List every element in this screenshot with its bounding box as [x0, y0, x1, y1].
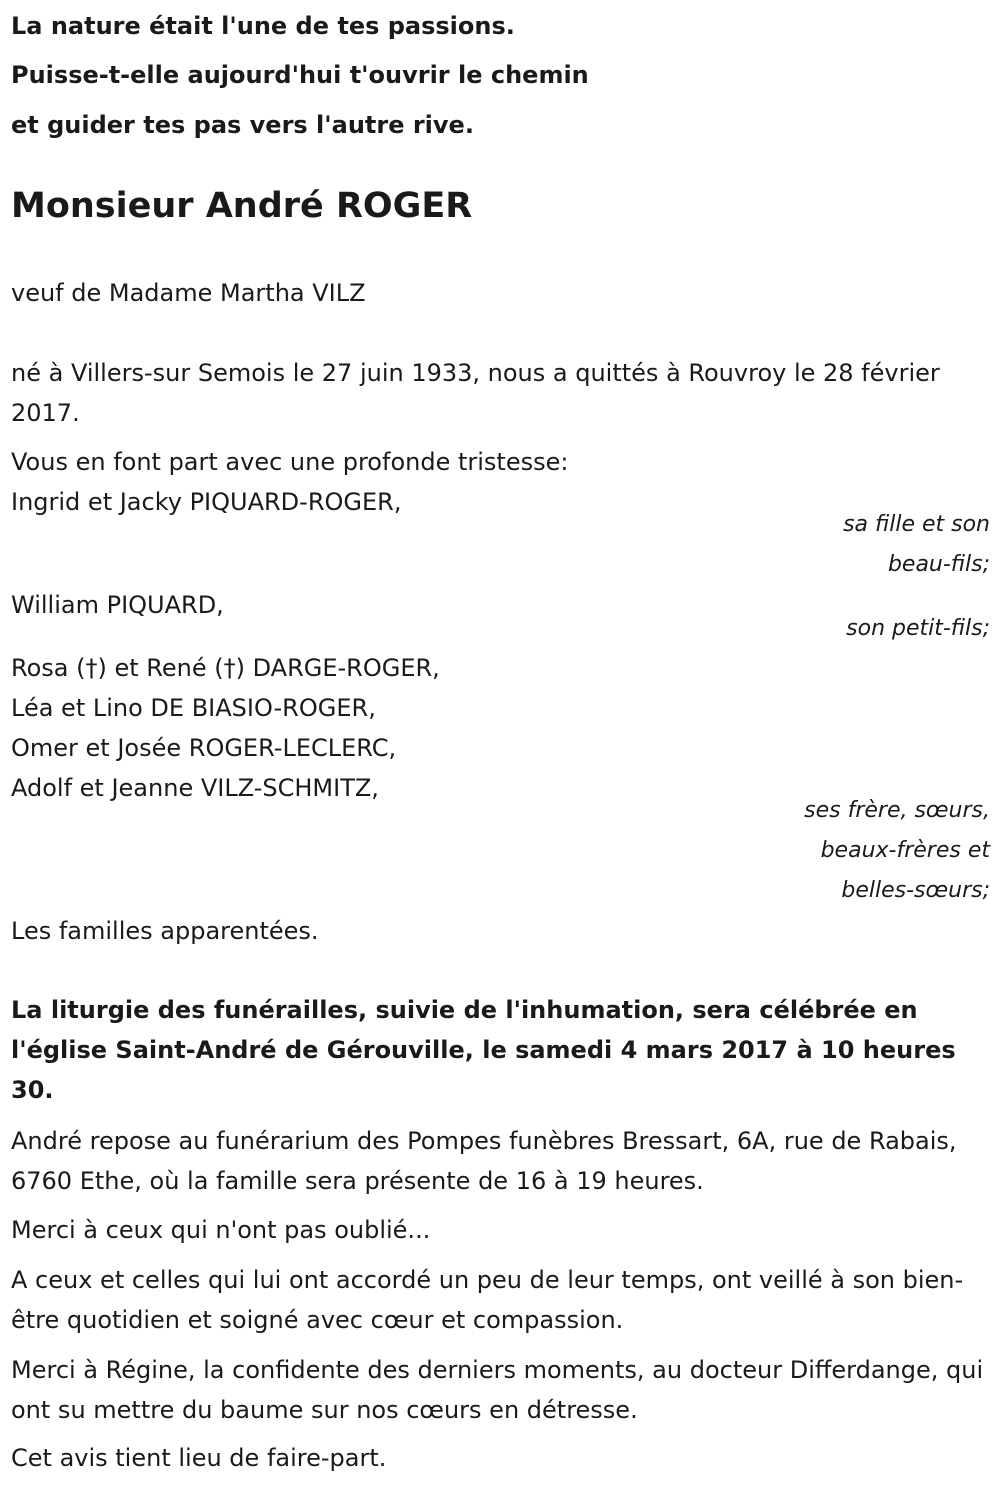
- verse-line-3: et guider tes pas vers l'autre rive.: [11, 111, 474, 139]
- related-families: Les familles apparentées.: [11, 917, 319, 945]
- grandson-relation: [690, 609, 990, 649]
- sibling-names-1: Rosa (†) et René (†) DARGE-ROGER,: [11, 654, 440, 682]
- family-intro: Vous en font part avec une profonde tristesse:: [11, 448, 569, 476]
- sibling-names-4: Adolf et Jeanne VILZ-SCHMITZ,: [11, 774, 379, 802]
- daughter-relation-line-2: beau-fils;: [887, 552, 990, 577]
- thanks-line-1: Merci à ceux qui n'ont pas oublié...: [11, 1216, 431, 1244]
- siblings-relation-line-3: belles-sœurs;: [841, 878, 990, 903]
- siblings-relation: [690, 791, 990, 911]
- siblings-relation-line-2: beaux-frères et: [820, 838, 990, 863]
- closing-line: Cet avis tient lieu de faire-part.: [11, 1444, 387, 1472]
- sibling-names-3: Omer et Josée ROGER-LECLERC,: [11, 734, 397, 762]
- verse-line-1: La nature était l'une de tes passions.: [11, 12, 515, 40]
- grandson-relation-line: son petit-fils;: [846, 616, 990, 641]
- verse-line-2: Puisse-t-elle aujourd'hui t'ouvrir le chemin: [11, 61, 589, 89]
- daughter-names: Ingrid et Jacky PIQUARD-ROGER,: [11, 488, 402, 516]
- thanks-line-2: A ceux et celles qui lui ont accordé un peu de leur temps, ont veillé à son bien-être quotidien et soigné avec cœur et compassion.: [11, 1266, 964, 1334]
- deceased-name: Monsieur André ROGER: [11, 186, 473, 226]
- funeral-repose: André repose au funérarium des Pompes funèbres Bressart, 6A, rue de Rabais, 6760 Ethe, où la famille sera présente de 16 à 19 heures.: [11, 1127, 957, 1195]
- funeral-ceremony: La liturgie des funérailles, suivie de l'inhumation, sera célébrée en l'église Saint-André de Gérouville, le samedi 4 mars 2017 à 10 heures 30.: [11, 996, 956, 1104]
- daughter-relation: [690, 505, 990, 585]
- daughter-relation-line-1: sa fille et son: [843, 512, 990, 537]
- widower-line: veuf de Madame Martha VILZ: [11, 279, 366, 307]
- thanks-line-3: Merci à Régine, la confidente des derniers moments, au docteur Differdange, qui ont su mettre du baume sur nos cœurs en détresse.: [11, 1356, 984, 1424]
- grandson-names: William PIQUARD,: [11, 591, 224, 619]
- birth-death-paragraph: né à Villers-sur Semois le 27 juin 1933, nous a quittés à Rouvroy le 28 février 2017.: [11, 359, 940, 427]
- siblings-relation-line-1: ses frère, sœurs,: [804, 798, 990, 823]
- sibling-names-2: Léa et Lino DE BIASIO-ROGER,: [11, 694, 376, 722]
